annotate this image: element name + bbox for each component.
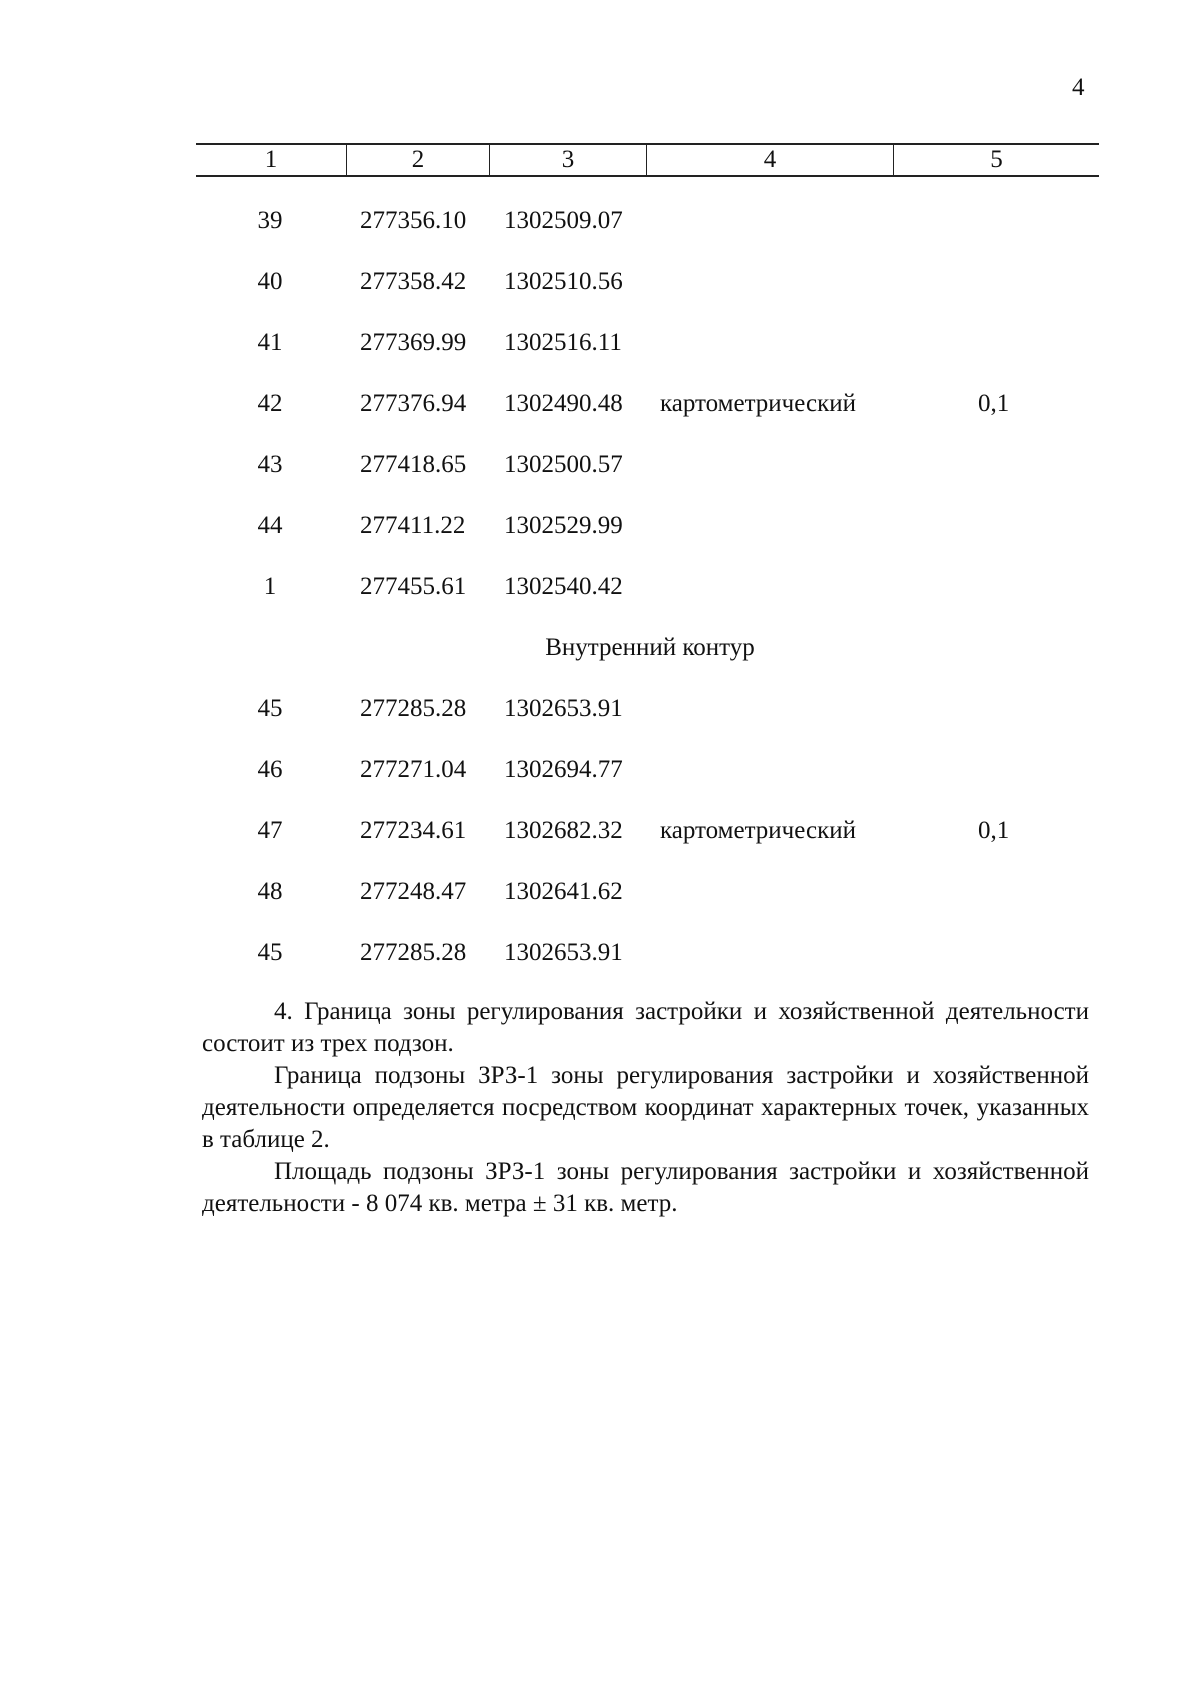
coordinate-y: 1302500.57 xyxy=(504,451,623,478)
point-number: 45 xyxy=(257,695,283,722)
coordinate-x: 277356.10 xyxy=(360,207,467,234)
point-number: 44 xyxy=(257,512,283,539)
paragraph: 4. Граница зоны регулирования застройки и хозяйственной деятельности состоит из трех подзон. xyxy=(202,998,1089,1057)
body-text xyxy=(202,996,1089,1220)
point-number: 1 xyxy=(263,573,277,600)
coordinate-x: 277285.28 xyxy=(360,695,467,722)
paragraph: Площадь подзоны ЗРЗ-1 зоны регулирования застройки и хозяйственной деятельности - 8 074 кв. метра ± 31 кв. метр. xyxy=(202,1158,1089,1217)
point-number: 48 xyxy=(257,878,283,905)
accuracy: 0,1 xyxy=(978,817,1010,844)
coordinate-x: 277411.22 xyxy=(360,512,466,539)
header-cell-3: 3 xyxy=(489,145,646,175)
method: картометрический xyxy=(660,817,856,844)
coordinates-table-body xyxy=(0,193,1200,986)
header-cell-5: 5 xyxy=(893,145,1099,175)
header-cell-1: 1 xyxy=(264,146,278,173)
table-row xyxy=(0,437,1200,498)
table-row xyxy=(0,193,1200,254)
coordinate-y: 1302516.11 xyxy=(504,329,622,356)
point-number: 39 xyxy=(257,207,283,234)
table-row xyxy=(0,315,1200,376)
header-cell-4: 4 xyxy=(646,145,893,175)
coordinate-y: 1302509.07 xyxy=(504,207,623,234)
table-row xyxy=(0,498,1200,559)
point-number: 46 xyxy=(257,756,283,783)
table-row xyxy=(0,742,1200,803)
coordinate-y: 1302540.42 xyxy=(504,573,623,600)
point-number: 40 xyxy=(257,268,283,295)
table-row xyxy=(0,681,1200,742)
coordinate-y: 1302510.56 xyxy=(504,268,623,295)
coordinate-x: 277455.61 xyxy=(360,573,467,600)
method: картометрический xyxy=(660,390,856,417)
coordinate-x: 277248.47 xyxy=(360,878,467,905)
coordinate-y: 1302641.62 xyxy=(504,878,623,905)
table-row xyxy=(0,803,1200,864)
table-row xyxy=(0,925,1200,986)
coordinate-x: 277358.42 xyxy=(360,268,467,295)
table-row xyxy=(0,376,1200,437)
coordinate-y: 1302653.91 xyxy=(504,695,623,722)
coordinate-y: 1302694.77 xyxy=(504,756,623,783)
coordinate-x: 277376.94 xyxy=(360,390,467,417)
coordinate-x: 277369.99 xyxy=(360,329,467,356)
section-row xyxy=(0,620,1200,681)
table-header xyxy=(196,143,1099,177)
coordinate-x: 277418.65 xyxy=(360,451,467,478)
paragraph: Граница подзоны ЗРЗ-1 зоны регулирования застройки и хозяйственной деятельности определяется посредством координат характерных точек, указанных в таблице 2. xyxy=(202,1062,1089,1153)
coordinate-y: 1302490.48 xyxy=(504,390,623,417)
page-number: 4 xyxy=(1072,74,1085,101)
table-row xyxy=(0,864,1200,925)
point-number: 47 xyxy=(257,817,283,844)
point-number: 45 xyxy=(257,939,283,966)
coordinate-y: 1302653.91 xyxy=(504,939,623,966)
table-row xyxy=(0,254,1200,315)
coordinate-y: 1302682.32 xyxy=(504,817,623,844)
header-cell-2: 2 xyxy=(346,145,489,175)
coordinate-y: 1302529.99 xyxy=(504,512,623,539)
accuracy: 0,1 xyxy=(978,390,1010,417)
table-row xyxy=(0,559,1200,620)
coordinate-x: 277285.28 xyxy=(360,939,467,966)
point-number: 42 xyxy=(257,390,283,417)
point-number: 43 xyxy=(257,451,283,478)
section-title: Внутренний контур xyxy=(545,634,755,661)
coordinate-x: 277271.04 xyxy=(360,756,467,783)
coordinate-x: 277234.61 xyxy=(360,817,467,844)
point-number: 41 xyxy=(257,329,283,356)
